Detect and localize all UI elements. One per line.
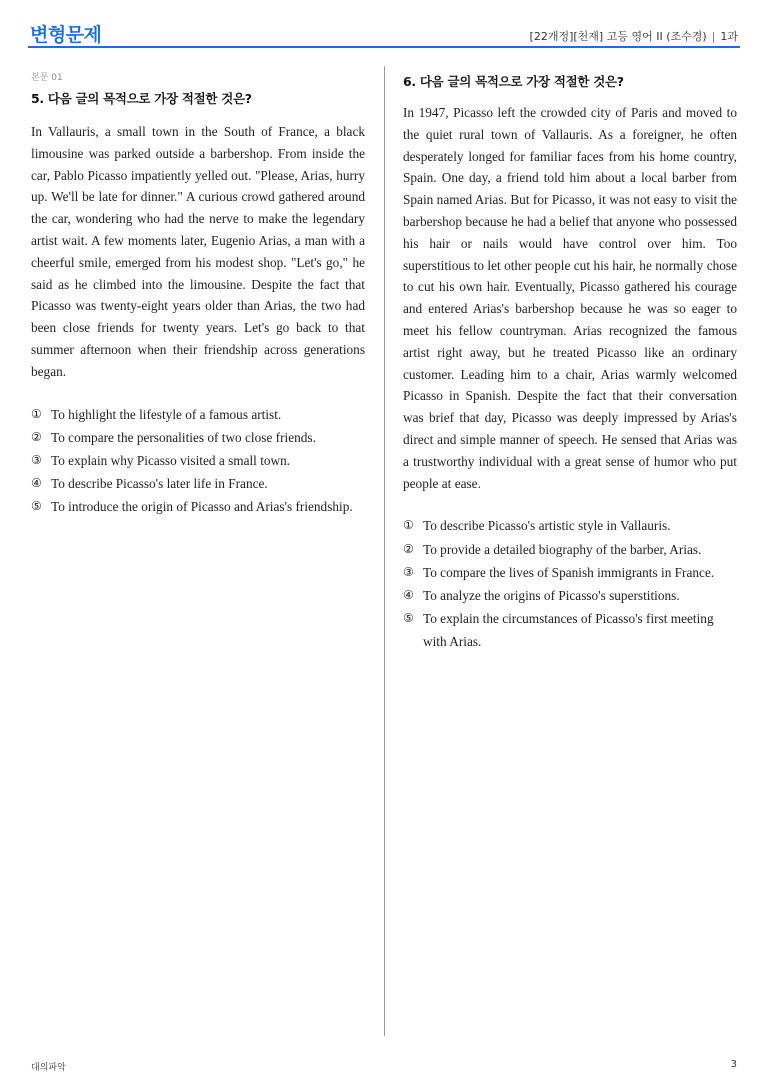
question-5-title: 5. 다음 글의 목적으로 가장 적절한 것은? bbox=[31, 91, 252, 106]
choice-text: To analyze the origins of Picasso's superstitions. bbox=[423, 587, 680, 603]
choice-text: To explain the circumstances of Picasso's first meeting with Arias. bbox=[423, 611, 714, 650]
choice-item[interactable] bbox=[31, 403, 365, 426]
choice-item[interactable] bbox=[403, 607, 737, 653]
choice-number: ④ bbox=[403, 587, 414, 602]
choice-item[interactable] bbox=[403, 584, 737, 607]
page-header bbox=[0, 0, 768, 50]
question-6-passage: In 1947, Picasso left the crowded city of Paris and moved to the quiet rural town of Vallauris. As a foreigner, he often desperately longed for familiar faces from his home country, Spain. One day, a friend told him about a local barber from Spain named Arias. But for Picasso, it was not easy to visit the barbershop because he had a belief that anyone who possessed his hair or nails would have control over him. Too superstitious to let other people cut his hair, he normally chose to cut his own hair. Eventually, Picasso gathered his courage and entered Arias's barbershop because he was so eager to meet his fellow countryman. Arias recognized the famous artist right away, but he treated Picasso like an ordinary customer. Leading him to a chair, Arias warmly welcomed Picasso in Spanish. Despite the fact that their conversation was brief that day, Picasso was deeply impressed by Arias's direct and simple manner of speech. He sensed that Arias was a trustworthy individual with a great sense of humor who put people at ease. bbox=[403, 105, 737, 491]
question-6-title: 6. 다음 글의 목적으로 가장 적절한 것은? bbox=[403, 74, 624, 89]
left-column bbox=[31, 66, 365, 519]
choice-item[interactable] bbox=[31, 472, 365, 495]
choice-number: ① bbox=[403, 518, 414, 533]
choice-number: ③ bbox=[403, 564, 414, 579]
header-separator: | bbox=[711, 30, 716, 43]
choice-number: ② bbox=[403, 541, 414, 556]
choice-text: To explain why Picasso visited a small town. bbox=[51, 452, 291, 468]
footer-publisher: 대의파악 bbox=[31, 1063, 66, 1073]
header-rule bbox=[28, 46, 740, 48]
lesson-label: 1과 bbox=[720, 30, 738, 43]
brand-title: 변형문제 bbox=[30, 24, 102, 46]
choice-item[interactable] bbox=[403, 538, 737, 561]
choice-text: To introduce the origin of Picasso and Arias's friendship. bbox=[51, 499, 353, 515]
course-name: [22개정][천재] 고등 영어 II (조수경) bbox=[529, 30, 707, 43]
choice-item[interactable] bbox=[31, 449, 365, 472]
choice-item[interactable] bbox=[31, 495, 365, 518]
section-label: 본문 01 bbox=[31, 73, 63, 83]
choice-text: To compare the lives of Spanish immigrants in France. bbox=[423, 564, 715, 580]
choice-number: ⑤ bbox=[31, 499, 42, 514]
choice-text: To describe Picasso's later life in France. bbox=[51, 476, 268, 492]
choice-item[interactable] bbox=[31, 426, 365, 449]
choice-item[interactable] bbox=[403, 514, 737, 537]
choice-text: To highlight the lifestyle of a famous artist. bbox=[51, 406, 282, 422]
choice-text: To describe Picasso's artistic style in Vallauris. bbox=[423, 518, 671, 534]
choice-text: To provide a detailed biography of the barber, Arias. bbox=[423, 541, 702, 557]
choice-number: ④ bbox=[31, 476, 42, 491]
choice-item[interactable] bbox=[403, 561, 737, 584]
right-column bbox=[403, 66, 737, 654]
choice-number: ① bbox=[31, 406, 42, 421]
question-5-choices bbox=[31, 403, 365, 519]
choice-text: To compare the personalities of two close friends. bbox=[51, 429, 316, 445]
choice-number: ③ bbox=[31, 452, 42, 467]
page-number: 3 bbox=[730, 1059, 737, 1070]
question-6-choices bbox=[403, 514, 737, 653]
choice-number: ② bbox=[31, 429, 42, 444]
choice-number: ⑤ bbox=[403, 611, 414, 626]
course-info bbox=[530, 28, 738, 44]
column-divider bbox=[384, 66, 385, 1036]
question-5-passage: In Vallauris, a small town in the South of France, a black limousine was parked outside a barbershop. From inside the car, Pablo Picasso impatiently yelled out. "Please, Arias, hurry up. We'll be late for dinner." A curious crowd gathered around the car, wondering who had the nerve to make the legendary artist wait. A few moments later, Eugenio Arias, a man with a cheerful smile, emerged from his modest shop. "Let's go," he said as he climbed into the limousine. Despite the fact that Picasso was twenty-eight years older than Arias, the two had been close friends for twenty years. Let's go back to that summer afternoon when their friendship across generations began. bbox=[31, 124, 365, 379]
